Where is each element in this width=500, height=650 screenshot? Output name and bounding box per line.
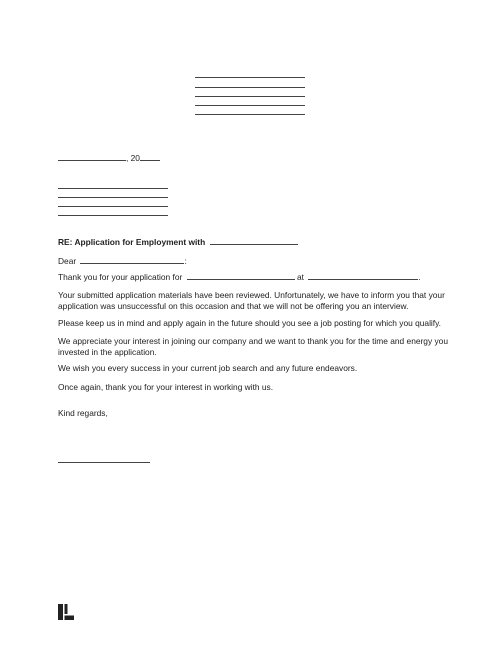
closing: Kind regards, <box>58 408 108 418</box>
thank-you-line <box>58 271 421 282</box>
sender-address-line-3[interactable] <box>195 96 305 97</box>
body-paragraph-1: Your submitted application materials have been reviewed. Unfortunately, we have to inform you that your application was unsuccessful on this occasion and that we will not be offering you an interview. <box>58 290 445 311</box>
re-line-label: RE: Application for Employment with <box>58 237 206 247</box>
thank-you-suffix: . <box>418 272 421 282</box>
salutation <box>58 255 187 266</box>
recipient-address-line-1[interactable] <box>58 188 168 189</box>
recipient-name-blank[interactable] <box>80 255 187 266</box>
sender-address-line-5[interactable] <box>195 114 305 115</box>
legal-document-logo-icon <box>58 604 74 620</box>
body-paragraph-3: We appreciate your interest in joining our company and we want to thank you for the time and energy you invested in the application. <box>58 336 448 357</box>
date-line <box>58 152 160 163</box>
recipient-address-line-4[interactable] <box>58 215 168 216</box>
sender-address-line-2[interactable] <box>195 87 305 88</box>
position-title-blank[interactable] <box>187 271 295 280</box>
thank-you-prefix: Thank you for your application for <box>58 272 183 282</box>
signature-line[interactable] <box>58 462 150 463</box>
body-paragraph-2: Please keep us in mind and apply again in the future should you see a job posting for which you qualify. <box>58 318 442 328</box>
date-year-prefix: , 20 <box>126 153 140 163</box>
recipient-address-line-3[interactable] <box>58 206 168 207</box>
re-line <box>58 236 298 247</box>
date-month-day-blank[interactable] <box>58 152 126 161</box>
date-year-blank[interactable] <box>140 152 160 161</box>
recipient-address-line-2[interactable] <box>58 197 168 198</box>
sender-address-line-1[interactable] <box>195 77 305 78</box>
company-blank[interactable] <box>308 271 421 282</box>
company-name-blank[interactable] <box>210 236 298 245</box>
thank-you-middle: at <box>296 272 304 282</box>
body-paragraph-5: Once again, thank you for your interest in working with us. <box>58 382 274 392</box>
salutation-prefix: Dear <box>58 256 77 266</box>
salutation-suffix: : <box>184 256 187 266</box>
sender-address-line-4[interactable] <box>195 105 305 106</box>
body-paragraph-4: We wish you every success in your current job search and any future endeavors. <box>58 363 358 373</box>
